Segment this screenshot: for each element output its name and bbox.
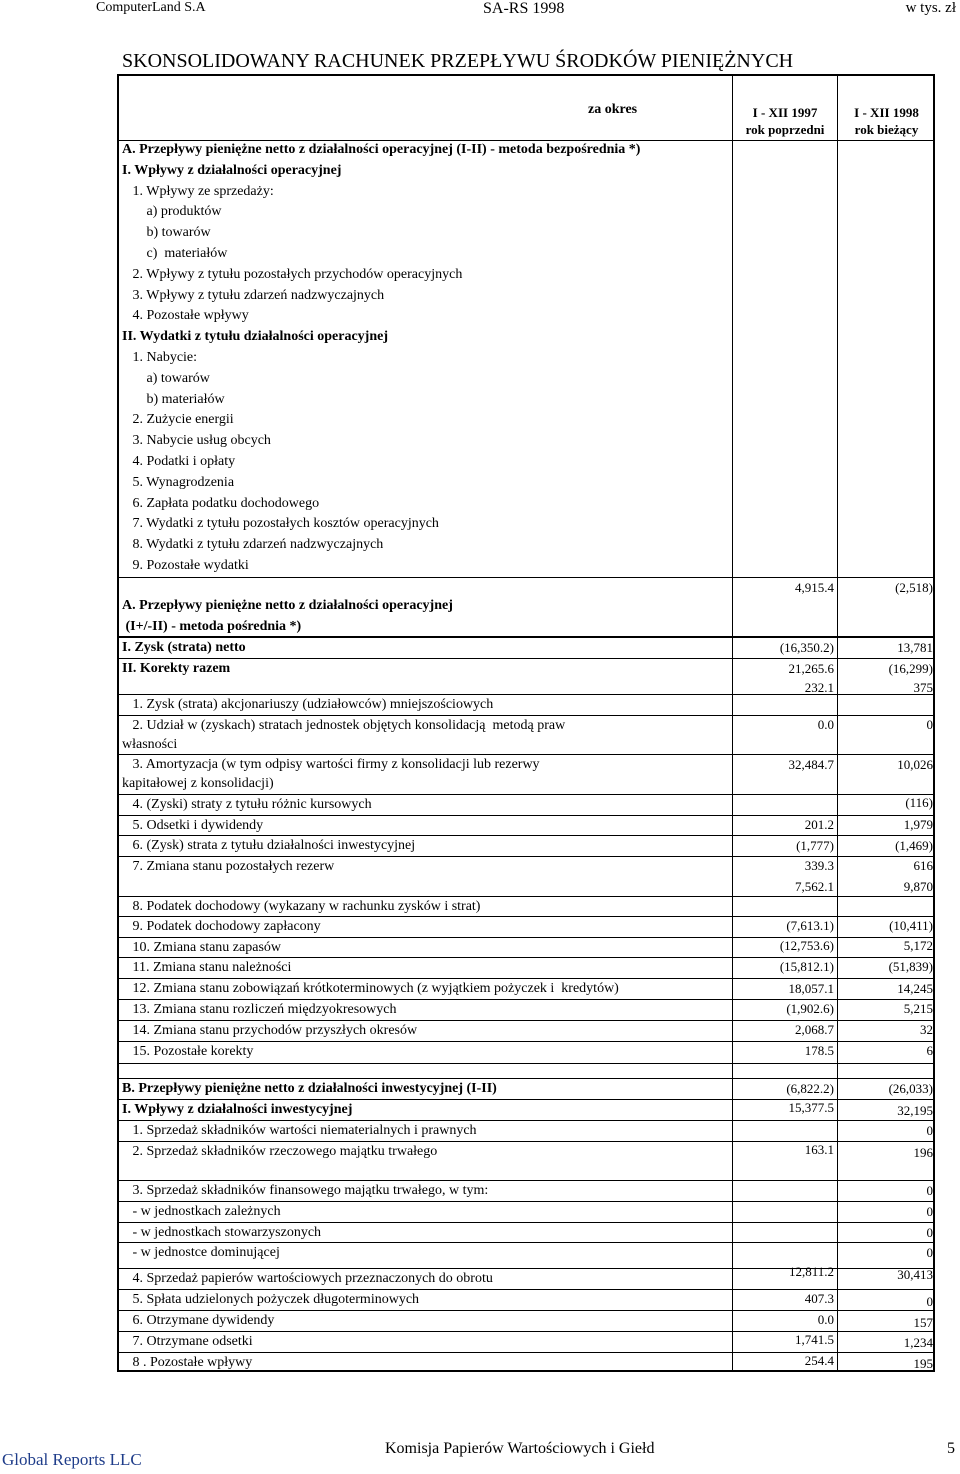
curr-year-value: (1,469)	[895, 838, 933, 853]
statement-row-label: 3. Amortyzacja (w tym odpisy wartości firmy z konsolidacji lub rezerwy	[122, 757, 540, 772]
prev-year-value: 163.1	[804, 1142, 834, 1157]
curr-year-value: 0	[926, 1294, 933, 1309]
column-divider	[732, 74, 733, 1372]
statement-row-label: 7. Otrzymane odsetki	[122, 1334, 253, 1349]
row-separator	[117, 937, 935, 938]
curr-year-value: 1,979	[903, 817, 933, 832]
statement-row-label: 8. Wydatki z tytułu zdarzeń nadzwyczajnych	[122, 537, 384, 553]
row-separator	[117, 140, 935, 141]
statement-row-label: - w jednostkach stowarzyszonych	[122, 1225, 322, 1240]
page-number: 5	[947, 1440, 955, 1457]
row-separator	[117, 1180, 935, 1181]
row-separator	[117, 1020, 935, 1021]
prev-year-header-line1: I - XII 1997	[752, 105, 818, 120]
statement-row-label: 3. Wpływy z tytułu zdarzeń nadzwyczajnych	[122, 287, 385, 303]
page-title: SKONSOLIDOWANY RACHUNEK PRZEPŁYWU ŚRODKÓW PIENIĘŻNYCH	[122, 50, 794, 72]
statement-row-label: 6. Zapłata podatku dochodowego	[122, 495, 320, 511]
row-separator	[117, 815, 935, 816]
prev-year-value: (7,613.1)	[786, 918, 834, 933]
row-separator	[117, 794, 935, 795]
statement-row-label: 5. Spłata udzielonych pożyczek długoterminowych	[122, 1292, 420, 1307]
report-code: SA-RS 1998	[483, 0, 565, 17]
curr-year-value: 32	[920, 1022, 933, 1037]
statement-row-label: 13. Zmiana stanu rozliczeń międzyokresowych	[122, 1002, 397, 1017]
row-separator	[117, 1310, 935, 1311]
curr-year-value: (2,518)	[895, 580, 933, 595]
statement-row-label: 3. Nabycie usług obcych	[122, 433, 271, 449]
statement-row-label: 2. Sprzedaż składników rzeczowego majątku trwałego	[122, 1144, 438, 1159]
row-separator	[117, 577, 935, 578]
row-separator	[117, 896, 935, 897]
statement-row-label: 4. (Zyski) straty z tytułu różnic kursowych	[122, 797, 372, 812]
statement-row-label: 6. Otrzymane dywidendy	[122, 1313, 275, 1328]
prev-year-value: 201.2	[804, 817, 834, 832]
statement-row-label: b) materiałów	[122, 391, 225, 407]
statement-row-label: 5. Odsetki i dywidendy	[122, 818, 264, 833]
statement-row-label: 1. Nabycie:	[122, 350, 198, 365]
unit-label: w tys. zł	[905, 0, 956, 16]
statement-row-label: 7. Wydatki z tytułu pozostałych kosztów operacyjnych	[122, 516, 439, 532]
statement-row-label: 1. Sprzedaż składników wartości niematerialnych i prawnych	[122, 1123, 477, 1138]
statement-row-label: 4. Podatki i opłaty	[122, 454, 236, 469]
curr-year-value: 157	[913, 1315, 933, 1330]
statement-row-label: 1. Zysk (strata) akcjonariuszy (udziałowców) mniejszościowych	[122, 697, 494, 712]
prev-year-value: (6,822.2)	[786, 1081, 834, 1096]
curr-year-value: 9,870	[903, 879, 933, 894]
row-separator	[117, 1222, 935, 1223]
statement-row-label: 2. Zużycie energii	[122, 412, 234, 428]
row-separator	[117, 1078, 935, 1079]
prev-year-value: 15,377.5	[788, 1100, 834, 1115]
prev-year-header-line2: rok poprzedni	[745, 122, 825, 137]
curr-year-value: 13,781	[897, 640, 933, 655]
row-separator	[117, 1120, 935, 1121]
curr-year-value: (16,299)	[888, 661, 933, 676]
curr-year-value: 0	[926, 1245, 933, 1260]
statement-row-label: 9. Pozostałe wydatki	[122, 558, 249, 573]
statement-row-label: 2. Wpływy z tytułu pozostałych przychodów operacyjnych	[122, 266, 463, 282]
curr-year-value: (116)	[905, 795, 933, 810]
curr-year-value: 5,172	[903, 938, 933, 953]
row-separator	[117, 916, 935, 917]
statement-row-label: - w jednostkach zależnych	[122, 1204, 281, 1219]
prev-year-value: (16,350.2)	[779, 640, 834, 655]
statement-row-label: 7. Zmiana stanu pozostałych rezerw	[122, 859, 335, 874]
statement-row-label: 1. Wpływy ze sprzedaży:	[122, 183, 274, 199]
company-name: ComputerLand S.A	[96, 0, 206, 15]
prev-year-value: 407.3	[804, 1291, 834, 1306]
curr-year-value: 616	[913, 858, 933, 873]
row-separator	[117, 754, 935, 755]
prev-year-header	[733, 104, 837, 138]
statement-row-label: 5. Wynagrodzenia	[122, 474, 235, 490]
curr-year-header-line1: I - XII 1998	[854, 105, 919, 120]
prev-year-value: 0.0	[817, 1312, 834, 1327]
prev-year-value: 12,811.2	[788, 1264, 834, 1279]
curr-year-value: 6	[926, 1043, 933, 1058]
prev-year-value: 7,562.1	[795, 879, 834, 894]
statement-row-label-cont: kapitałowej z konsolidacji)	[122, 776, 274, 791]
curr-year-value: 0	[926, 1204, 933, 1219]
statement-row-label: 9. Podatek dochodowy zapłacony	[122, 919, 321, 934]
curr-year-value: 195	[913, 1356, 933, 1371]
statement-row-label: II. Korekty razem	[122, 661, 231, 676]
prev-year-value: 0.0	[817, 717, 834, 732]
curr-year-value: 375	[913, 680, 933, 695]
prev-year-value: 178.5	[804, 1043, 834, 1058]
curr-year-value: (10,411)	[889, 918, 933, 933]
prev-year-value: 21,265.6	[788, 661, 834, 676]
prev-year-value: 2,068.7	[795, 1022, 834, 1037]
statement-row-label: 8 . Pozostałe wpływy	[122, 1355, 253, 1370]
curr-year-value: 0	[926, 1123, 933, 1138]
statement-row-label: B. Przepływy pieniężne netto z działalności inwestycyjnej (I-II)	[122, 1081, 497, 1096]
statement-row-label: a) towarów	[122, 370, 210, 386]
statement-row-label: b) towarów	[122, 225, 211, 241]
row-separator	[117, 957, 935, 958]
curr-year-value: 30,413	[897, 1267, 933, 1282]
period-label: za okres	[588, 102, 638, 117]
row-separator	[117, 1141, 935, 1142]
statement-row-label: 12. Zmiana stanu zobowiązań krótkoterminowych (z wyjątkiem pożyczek i kredytów)	[122, 981, 619, 996]
curr-year-value: 10,026	[897, 757, 933, 772]
row-separator	[117, 1331, 935, 1332]
statement-row-label: 2. Udział w (zyskach) stratach jednostek objętych konsolidacją metodą praw	[122, 718, 566, 733]
footer-publisher: Global Reports LLC	[2, 1450, 142, 1469]
row-separator	[117, 1201, 935, 1202]
footer-source: Komisja Papierów Wartościowych i Giełd	[385, 1440, 655, 1457]
statement-row-label: I. Wpływy z działalności inwestycyjnej	[122, 1102, 353, 1117]
statement-row-label: 11. Zmiana stanu należności	[122, 960, 292, 975]
prev-year-value: (1,777)	[796, 838, 834, 853]
row-separator	[117, 835, 935, 836]
curr-year-value: 5,215	[903, 1001, 933, 1016]
row-separator	[117, 999, 935, 1000]
row-separator	[117, 856, 935, 857]
statement-row-label: 15. Pozostałe korekty	[122, 1044, 254, 1059]
curr-year-value: 14,245	[897, 981, 933, 996]
statement-row-label: A. Przepływy pieniężne netto z działalności operacyjnej (I-II) - metoda bezpośrednia *)	[122, 142, 641, 157]
statement-row-label: 14. Zmiana stanu przychodów przyszłych okresów	[122, 1023, 418, 1038]
curr-year-value: (51,839)	[888, 959, 933, 974]
prev-year-value: 4,915.4	[795, 580, 834, 595]
curr-year-value: 1,234	[903, 1335, 933, 1350]
section-a-title: A. Przepływy pieniężne netto z działalności operacyjnej	[122, 598, 453, 613]
statement-row-label: 4. Sprzedaż papierów wartościowych przeznaczonych do obrotu	[122, 1271, 493, 1286]
statement-row-label: 4. Pozostałe wpływy	[122, 308, 249, 324]
curr-year-header-line2: rok bieżący	[854, 122, 919, 137]
row-separator	[117, 1268, 935, 1269]
row-separator	[117, 658, 935, 659]
prev-year-value: (12,753.6)	[779, 938, 834, 953]
curr-year-value: (26,033)	[888, 1081, 933, 1096]
prev-year-value: 18,057.1	[788, 981, 834, 996]
curr-year-value: 0	[926, 1183, 933, 1198]
curr-year-header	[838, 104, 935, 138]
row-separator	[117, 715, 935, 716]
prev-year-value: 32,484.7	[788, 757, 834, 772]
statement-row-label: c) materiałów	[122, 246, 228, 261]
statement-row-label-cont: własności	[122, 737, 178, 752]
statement-row-label: 8. Podatek dochodowy (wykazany w rachunku zysków i strat)	[122, 899, 481, 914]
curr-year-value: 0	[926, 717, 933, 732]
prev-year-value: 1,741.5	[795, 1332, 834, 1347]
statement-row-label: I. Wpływy z działalności operacyjnej	[122, 162, 342, 178]
statement-row-label: a) produktów	[122, 204, 222, 220]
curr-year-value: 32,195	[897, 1103, 933, 1118]
statement-row-label: 10. Zmiana stanu zapasów	[122, 940, 282, 955]
statement-row-label: 3. Sprzedaż składników finansowego majątku trwałego, w tym:	[122, 1183, 489, 1198]
prev-year-value: (1,902.6)	[786, 1001, 834, 1016]
row-separator	[117, 1289, 935, 1290]
statement-row-label: - w jednostce dominującej	[122, 1245, 280, 1260]
row-separator	[117, 637, 935, 638]
statement-row-label: I. Zysk (strata) netto	[122, 640, 246, 655]
row-separator	[117, 694, 935, 695]
prev-year-value: 339.3	[804, 858, 834, 873]
curr-year-value: 196	[913, 1145, 933, 1160]
row-separator	[117, 1242, 935, 1243]
row-separator	[117, 1352, 935, 1353]
row-separator	[117, 1099, 935, 1100]
statement-row-label: 6. (Zysk) strata z tytułu działalności inwestycyjnej	[122, 838, 416, 853]
row-separator	[117, 1041, 935, 1042]
curr-year-value: 0	[926, 1225, 933, 1240]
section-a-subtitle: (I+/-II) - metoda pośrednia *)	[122, 619, 302, 634]
row-separator	[117, 978, 935, 979]
statement-row-label: II. Wydatki z tytułu działalności operacyjnej	[122, 329, 389, 345]
prev-year-value: 232.1	[804, 680, 834, 695]
row-separator	[117, 1063, 935, 1064]
prev-year-value: 254.4	[804, 1353, 834, 1368]
prev-year-value: (15,812.1)	[779, 959, 834, 974]
